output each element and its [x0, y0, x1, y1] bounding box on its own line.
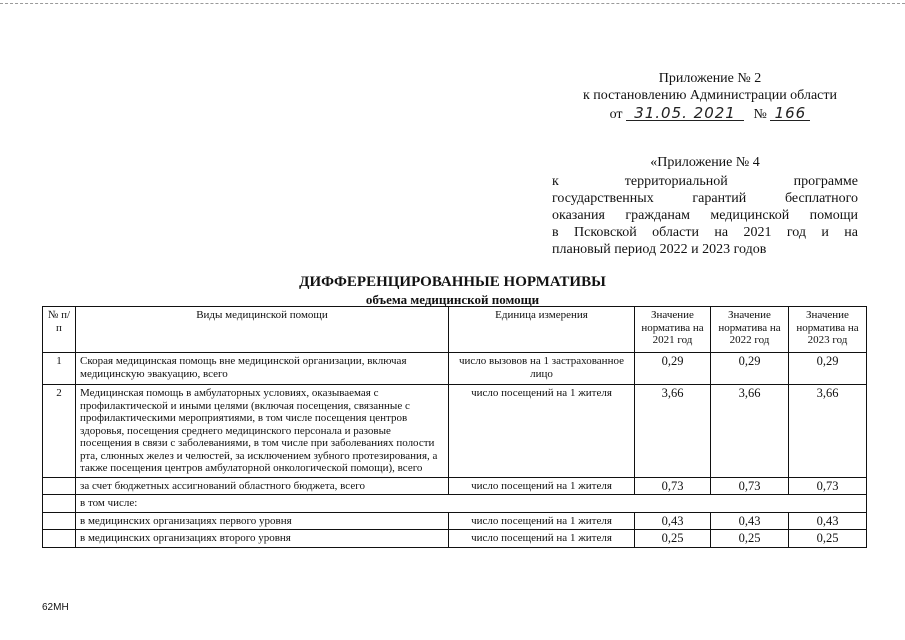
row-value-2022: 0,25 [711, 530, 789, 548]
appendix-line-2: государственных гарантий бесплатного [552, 191, 858, 206]
row-value-2022: 0,29 [711, 353, 789, 385]
row-value-2022: 3,66 [711, 385, 789, 478]
table-row [43, 512, 867, 530]
col-header-kind: Виды медицинской помощи [76, 307, 449, 353]
row-unit: число посещений на 1 жителя [449, 512, 635, 530]
row-num [43, 512, 76, 530]
row-num [43, 530, 76, 548]
row-kind: за счет бюджетных ассигнований областного бюджета, всего [76, 477, 449, 495]
table-header-row [43, 307, 867, 353]
col-header-unit: Единица измерения [449, 307, 635, 353]
appendix-title: «Приложение № 4 [650, 155, 760, 170]
row-num: 2 [43, 385, 76, 478]
appendix-line-5: плановый период 2022 и 2023 годов [552, 242, 767, 257]
table-row [43, 495, 867, 513]
norms-table [42, 306, 867, 548]
doc-title: ДИФФЕРЕНЦИРОВАННЫЕ НОРМАТИВЫ [299, 274, 606, 290]
row-value-2022: 0,73 [711, 477, 789, 495]
row-value-2023: 0,43 [789, 512, 867, 530]
row-kind: в том числе: [76, 495, 867, 513]
scan-edge-line [0, 3, 905, 4]
row-unit: число вызовов на 1 застрахованное лицо [449, 353, 635, 385]
row-num [43, 477, 76, 495]
appendix-line-4: в Псковской области на 2021 год и на [552, 225, 858, 240]
col-header-2023: Значение норматива на 2023 год [789, 307, 867, 353]
table-row [43, 477, 867, 495]
header-line2: к постановлению Администрации области [583, 88, 837, 103]
row-value-2021: 0,29 [635, 353, 711, 385]
col-header-num: № п/п [43, 307, 76, 353]
number-label: № [753, 107, 767, 122]
row-value-2023: 0,29 [789, 353, 867, 385]
header-line1: Приложение № 2 [658, 71, 762, 86]
row-value-2022: 0,43 [711, 512, 789, 530]
row-value-2023: 0,73 [789, 477, 867, 495]
from-label: от [609, 107, 623, 122]
handwritten-number: 166 [770, 106, 810, 121]
row-kind: в медицинских организациях второго уровня [76, 530, 449, 548]
table-row [43, 385, 867, 478]
row-value-2021: 0,43 [635, 512, 711, 530]
footer-code: 62МН [42, 602, 69, 613]
row-value-2023: 0,25 [789, 530, 867, 548]
col-header-2022: Значение норматива на 2022 год [711, 307, 789, 353]
row-value-2021: 0,73 [635, 477, 711, 495]
table-row [43, 353, 867, 385]
table-row [43, 530, 867, 548]
row-unit: число посещений на 1 жителя [449, 477, 635, 495]
row-kind: Скорая медицинская помощь вне медицинской организации, включая медицинскую эвакуацию, всего [76, 353, 449, 385]
row-kind: Медицинская помощь в амбулаторных условиях, оказываемая с профилактической и иными целями (включая посещения, связанные с профилактическими мероприятиями, в том числе посещения центров здоровья, посещения среднего медицинского персонала и разовые посещения в связи с заболеваниями, в том числе при заболеваниях полости рта, слюнных желез и челюстей, за исключением зубного протезирования, а также посещения центров амбулаторной онкологической помощи), всего [76, 385, 449, 478]
row-value-2021: 3,66 [635, 385, 711, 478]
header-date-line [560, 106, 860, 123]
handwritten-date: 31.05. 2021 [626, 106, 744, 121]
appendix-line-1: к территориальной программе [552, 174, 858, 189]
doc-subtitle: объема медицинской помощи [365, 292, 540, 307]
row-kind: в медицинских организациях первого уровня [76, 512, 449, 530]
row-unit: число посещений на 1 жителя [449, 385, 635, 478]
appendix-block [552, 154, 858, 258]
row-value-2023: 3,66 [789, 385, 867, 478]
row-num [43, 495, 76, 513]
row-num: 1 [43, 353, 76, 385]
appendix-line-3: оказания гражданам медицинской помощи [552, 208, 858, 223]
row-unit: число посещений на 1 жителя [449, 530, 635, 548]
row-value-2021: 0,25 [635, 530, 711, 548]
col-header-2021: Значение норматива на 2021 год [635, 307, 711, 353]
header-block [560, 70, 860, 123]
